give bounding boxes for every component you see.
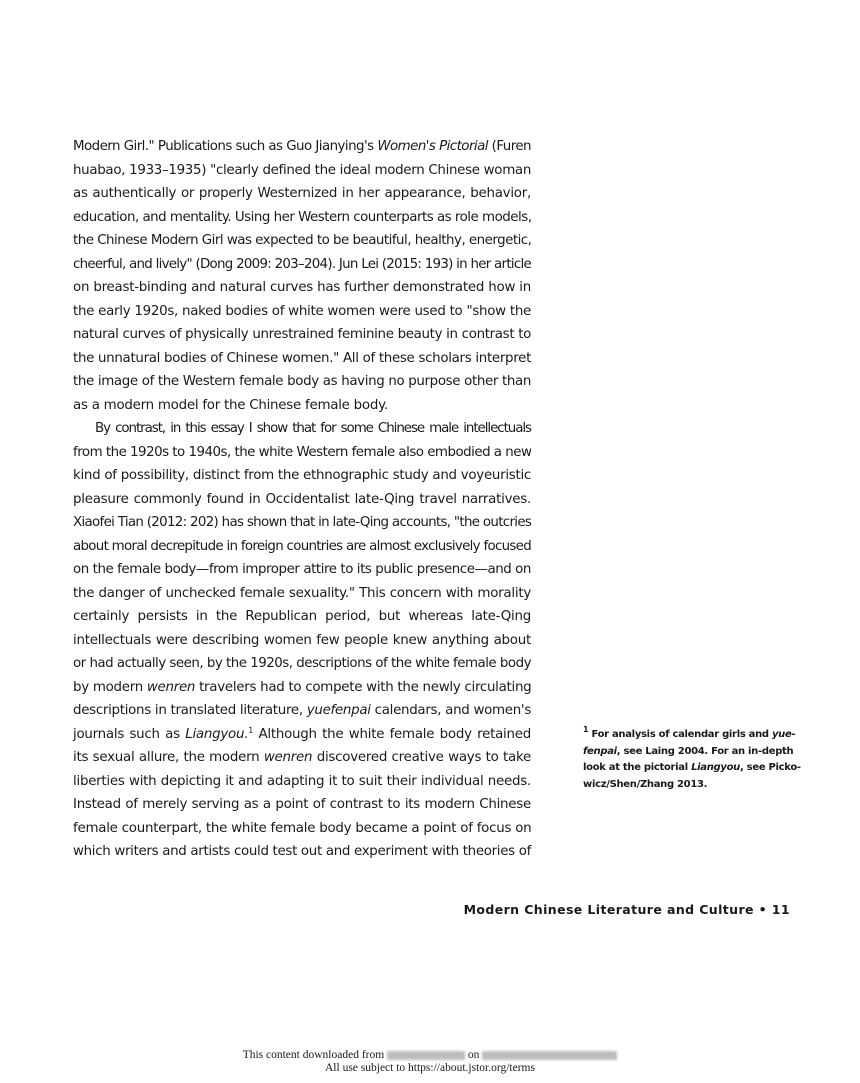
text-segment: which writers and artists could test out and experiment with theories of: [73, 844, 531, 859]
text-line: [73, 817, 531, 841]
text-line: [73, 323, 531, 347]
text-line: [73, 676, 531, 700]
text-line: [73, 300, 531, 324]
text-segment: For analysis of calendar girls and: [588, 729, 772, 740]
text-segment: as authentically or properly Westernized in her appearance, behavior,: [73, 186, 531, 201]
text-segment: the Chinese Modern Girl was expected to be beautiful, healthy, energetic,: [73, 233, 532, 248]
text-segment: the unnatural bodies of Chinese women." All of these scholars interpret: [73, 350, 532, 366]
text-line: [73, 206, 531, 230]
text-line: [73, 441, 531, 465]
notice-line-1: [0, 1049, 860, 1062]
redacted-ip: [387, 1051, 465, 1060]
text-segment: about moral decrepitude in foreign countries are almost exclusively focused: [73, 538, 531, 554]
text-line: [73, 488, 531, 512]
running-footer: Modern Chinese Literature and Culture • 11: [463, 902, 790, 917]
download-notice: [0, 1049, 860, 1074]
text-line: [73, 652, 531, 676]
notice-line-2: All use subject to https://about.jstor.org/terms: [325, 1061, 535, 1074]
text-line: [73, 746, 531, 770]
text-line: [73, 417, 531, 441]
text-segment: from the 1920s to 1940s, the white Western female also embodied a new: [73, 444, 532, 460]
text-segment: on the female body—from improper attire to its public presence—and on: [73, 562, 531, 577]
text-line: [73, 558, 531, 582]
footnote-marker: 1: [583, 725, 589, 734]
text-segment: huabao, 1933–1935) "clearly defined the ideal modern Chinese woman: [73, 162, 531, 178]
text-segment: its sexual allure, the modern: [73, 750, 264, 765]
italic-text: wenren: [146, 679, 196, 695]
text-segment: By contrast, in this essay I show that for some Chinese male intellectuals: [95, 421, 531, 436]
text-line: [73, 182, 531, 206]
text-line: [73, 276, 531, 300]
text-segment: Instead of merely serving as a point of contrast to its modern Chinese: [73, 797, 531, 812]
text-segment: female counterpart, the white female body became a point of focus on: [73, 820, 532, 836]
italic-text: yuefenpai: [306, 703, 371, 718]
text-line: [73, 723, 531, 747]
text-line: [73, 582, 531, 606]
text-line: [73, 253, 531, 277]
footnote-marker: 1: [248, 725, 254, 735]
text-line: [73, 394, 531, 418]
text-line: [583, 744, 798, 761]
text-line: [73, 464, 531, 488]
text-segment: journals such as: [73, 726, 186, 742]
text-line: [73, 370, 531, 394]
notice-prefix: This content downloaded from: [242, 1049, 385, 1061]
text-segment: by modern: [73, 679, 147, 695]
text-segment: Xiaofei Tian (2012: 202) has shown that in late-Qing accounts, "the outcries: [73, 515, 532, 530]
text-line: [73, 629, 531, 653]
text-line: [73, 699, 531, 723]
text-segment: discovered creative ways to take: [312, 750, 531, 765]
italic-text: Liangyou.: [185, 726, 249, 742]
text-segment: travelers had to compete with the newly circulating: [195, 679, 532, 695]
text-line: [583, 777, 798, 794]
text-segment: kind of possibility, distinct from the ethnographic study and voyeuristic: [73, 468, 531, 483]
text-line: [73, 793, 531, 817]
italic-text: fenpai: [583, 745, 617, 757]
text-segment: intellectuals were describing women few people knew anything about: [73, 632, 531, 648]
body-text: [73, 135, 531, 864]
text-segment: cheerful, and lively" (Dong 2009: 203–204). Jun Lei (2015: 193) in her article: [73, 256, 531, 272]
text-line: [583, 760, 801, 777]
text-segment: education, and mentality. Using her Western counterparts as role models,: [73, 209, 532, 225]
text-line: [73, 511, 531, 535]
text-line: [583, 727, 798, 744]
text-segment: as a modern model for the Chinese female body.: [73, 397, 388, 413]
text-segment: wicz/Shen/Zhang 2013.: [583, 779, 708, 791]
italic-text: Women's Pictorial: [377, 139, 488, 154]
italic-text: Liangyou: [691, 762, 740, 774]
redacted-timestamp: [482, 1051, 617, 1060]
text-segment: look at the pictorial: [583, 762, 692, 774]
footnote: [583, 725, 801, 794]
text-line: [73, 605, 531, 629]
text-segment: the image of the Western female body as having no purpose other than: [73, 374, 531, 389]
text-segment: Modern Girl." Publications such as Guo Jianying's: [73, 139, 378, 154]
text-line: [73, 135, 531, 159]
text-line: [73, 840, 531, 864]
text-segment: Although the white female body retained: [253, 726, 531, 742]
text-segment: pleasure commonly found in Occidentalist late-Qing travel narratives.: [73, 491, 531, 507]
text-segment: (Furen: [487, 139, 531, 154]
text-line: [73, 159, 531, 183]
text-segment: natural curves of physically unrestrained feminine beauty in contrast to: [73, 327, 531, 342]
text-segment: liberties with depicting it and adapting it to suit their individual needs.: [73, 773, 531, 789]
italic-text: wenren: [263, 750, 313, 765]
text-line: [73, 535, 531, 559]
text-line: [73, 229, 531, 253]
text-segment: or had actually seen, by the 1920s, descriptions of the white female body: [73, 656, 531, 671]
text-segment: the early 1920s, naked bodies of white women were used to "show the: [73, 303, 531, 319]
text-segment: descriptions in translated literature,: [73, 703, 307, 718]
text-segment: the danger of unchecked female sexuality." This concern with morality: [73, 585, 531, 601]
text-segment: on breast-binding and natural curves has further demonstrated how in: [73, 280, 531, 295]
text-line: [73, 347, 531, 371]
text-segment: certainly persists in the Republican period, but whereas late-Qing: [73, 609, 531, 624]
text-segment: , see Laing 2004. For an in-depth: [616, 745, 794, 757]
text-segment: , see Picko-: [740, 762, 801, 774]
italic-text: yue-: [771, 729, 796, 740]
notice-on: on: [467, 1049, 480, 1061]
text-line: [73, 770, 531, 794]
text-segment: calendars, and women's: [370, 703, 532, 718]
